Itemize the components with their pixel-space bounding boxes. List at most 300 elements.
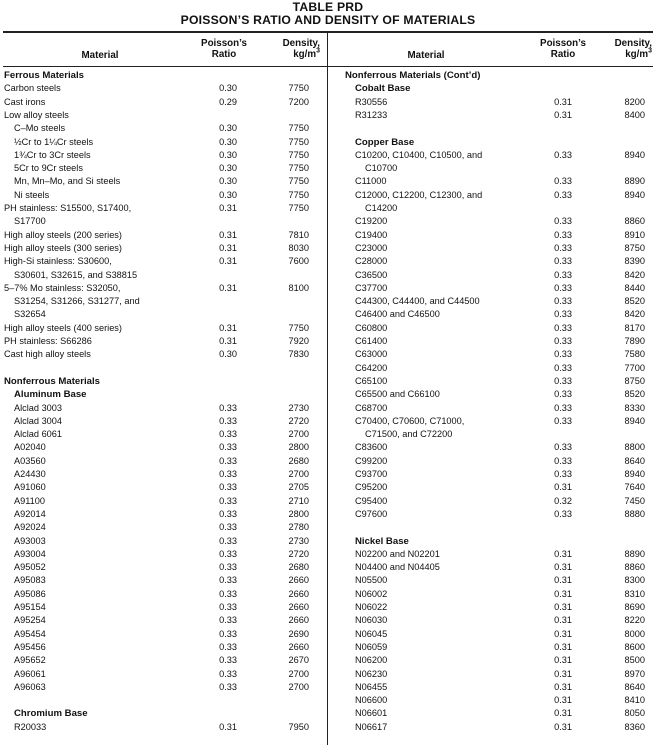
density-cell: 8940 bbox=[624, 469, 645, 479]
table-row bbox=[4, 455, 324, 468]
poisson-ratio-cell: 0.33 bbox=[554, 349, 572, 360]
poisson-ratio-cell: 0.31 bbox=[554, 575, 572, 586]
material-cell: Alclad 6061 bbox=[14, 429, 63, 440]
poisson-ratio-cell: 0.31 bbox=[554, 695, 572, 706]
poisson-ratio-cell: 0.33 bbox=[554, 216, 572, 227]
poisson-ratio-cell: 0.33 bbox=[219, 615, 237, 626]
material-cell: PH stainless: S66286 bbox=[4, 336, 92, 346]
table-row bbox=[345, 269, 653, 282]
poisson-ratio-cell: 0.33 bbox=[554, 242, 572, 253]
poisson-ratio-cell: 0.31 bbox=[554, 548, 572, 559]
density-cell: 7640 bbox=[624, 482, 645, 493]
density-cell: 7750 bbox=[288, 203, 309, 213]
table-row bbox=[345, 149, 653, 162]
table-row bbox=[4, 535, 324, 548]
material-cell: C37700 bbox=[355, 282, 388, 293]
density-cell: 7920 bbox=[288, 336, 309, 346]
material-cell: C14200 bbox=[365, 203, 398, 213]
density-cell: 8520 bbox=[624, 296, 645, 307]
poisson-ratio-cell: 0.31 bbox=[554, 96, 572, 107]
table-row bbox=[345, 362, 653, 375]
section-heading bbox=[4, 375, 324, 388]
material-cell: N06022 bbox=[355, 602, 388, 612]
material-cell: A95454 bbox=[14, 628, 46, 639]
table-row bbox=[4, 668, 324, 681]
density-cell: 7890 bbox=[624, 336, 645, 346]
table-row bbox=[4, 428, 324, 441]
material-cell: N05500 bbox=[355, 575, 388, 586]
spacer-row bbox=[345, 521, 653, 534]
poisson-ratio-cell: 0.33 bbox=[219, 415, 237, 426]
poisson-ratio-cell: 0.33 bbox=[554, 256, 572, 267]
material-cell: Cast irons bbox=[4, 96, 46, 107]
material-cell: C95200 bbox=[355, 482, 388, 493]
table-row bbox=[4, 654, 324, 667]
density-cell: 8500 bbox=[624, 655, 645, 666]
spacer-row bbox=[4, 362, 324, 375]
table-row bbox=[345, 601, 653, 614]
table-row bbox=[4, 641, 324, 654]
material-cell: Nonferrous Materials bbox=[4, 375, 100, 387]
table-row bbox=[4, 189, 324, 202]
table-row bbox=[4, 96, 324, 109]
density-cell: 2710 bbox=[288, 495, 309, 506]
material-cell: ½Cr to 1¼Cr steels bbox=[14, 136, 94, 147]
poisson-ratio-cell: 0.33 bbox=[554, 229, 572, 240]
density-cell: 8220 bbox=[624, 615, 645, 626]
density-cell: 8410 bbox=[624, 695, 645, 706]
material-cell: C64200 bbox=[355, 362, 388, 373]
poisson-ratio-cell: 0.31 bbox=[554, 708, 572, 719]
poisson-ratio-cell: 0.33 bbox=[219, 681, 237, 692]
poisson-ratio-cell: 0.31 bbox=[554, 668, 572, 679]
material-cell: 5Cr to 9Cr steels bbox=[14, 163, 83, 174]
subsection-heading bbox=[345, 136, 653, 149]
material-cell: C71500, and C72200 bbox=[365, 429, 453, 440]
table-row bbox=[345, 415, 653, 428]
poisson-ratio-cell: 0.33 bbox=[554, 176, 572, 187]
material-cell: PH stainless: S15500, S17400, bbox=[4, 203, 132, 213]
material-cell: N06230 bbox=[355, 668, 388, 679]
poisson-ratio-cell: 0.33 bbox=[219, 602, 237, 612]
table-row bbox=[4, 614, 324, 627]
poisson-ratio-cell: 0.33 bbox=[554, 322, 572, 333]
density-cell: 2660 bbox=[288, 588, 309, 599]
density-cell: 8880 bbox=[624, 508, 645, 519]
table-row bbox=[345, 721, 653, 734]
material-cell: C95400 bbox=[355, 495, 388, 506]
subsection-heading bbox=[4, 707, 324, 720]
material-cell: High alloy steels (300 series) bbox=[4, 242, 122, 253]
density-cell: 8400 bbox=[624, 109, 645, 120]
density-cell: 7750 bbox=[288, 189, 309, 200]
top-rule bbox=[3, 31, 653, 33]
header-rule bbox=[3, 66, 653, 67]
material-cell: Alclad 3003 bbox=[14, 402, 63, 413]
material-cell: A93004 bbox=[14, 548, 46, 559]
table-row bbox=[345, 335, 653, 348]
material-cell: C19400 bbox=[355, 229, 388, 240]
table-row bbox=[345, 641, 653, 654]
density-cell: 7750 bbox=[288, 149, 309, 160]
table-row bbox=[345, 402, 653, 415]
density-cell: 8440 bbox=[624, 282, 645, 293]
density-cell: 8940 bbox=[624, 149, 645, 160]
header-poisson-right bbox=[535, 38, 591, 60]
material-cell: A96061 bbox=[14, 668, 46, 679]
material-cell: High alloy steels (200 series) bbox=[4, 229, 122, 240]
density-cell: 8860 bbox=[624, 562, 645, 573]
density-cell: 8050 bbox=[624, 708, 645, 719]
density-cell: 7750 bbox=[288, 136, 309, 147]
table-row bbox=[4, 574, 324, 587]
density-cell: 7750 bbox=[288, 322, 309, 333]
poisson-ratio-cell: 0.31 bbox=[554, 615, 572, 626]
poisson-ratio-cell: 0.31 bbox=[554, 602, 572, 612]
density-cell: 2660 bbox=[288, 602, 309, 612]
poisson-ratio-cell: 0.33 bbox=[219, 455, 237, 466]
density-cell: 7950 bbox=[288, 721, 309, 732]
header-density-left bbox=[268, 38, 320, 60]
subsection-heading bbox=[4, 388, 324, 401]
material-cell: C46400 and C46500 bbox=[355, 309, 440, 320]
density-cell: 7830 bbox=[288, 349, 309, 360]
density-cell: 8000 bbox=[624, 628, 645, 639]
poisson-ratio-cell: 0.31 bbox=[219, 242, 237, 253]
density-cell: 2670 bbox=[288, 655, 309, 666]
density-cell: 8890 bbox=[624, 548, 645, 559]
material-cell: A95652 bbox=[14, 655, 46, 666]
material-cell: N06600 bbox=[355, 695, 388, 706]
density-cell: 7750 bbox=[288, 163, 309, 174]
table-row bbox=[345, 96, 653, 109]
poisson-ratio-cell: 0.33 bbox=[554, 362, 572, 373]
table-row bbox=[4, 122, 324, 135]
table-row bbox=[4, 588, 324, 601]
material-cell: C99200 bbox=[355, 455, 388, 466]
poisson-ratio-cell: 0.33 bbox=[554, 508, 572, 519]
poisson-ratio-cell: 0.33 bbox=[219, 575, 237, 586]
table-row bbox=[345, 455, 653, 468]
poisson-ratio-cell: 0.33 bbox=[554, 282, 572, 293]
density-cell: 7810 bbox=[288, 229, 309, 240]
density-cell: 2660 bbox=[288, 615, 309, 626]
section-heading bbox=[4, 69, 324, 82]
poisson-ratio-cell: 0.31 bbox=[219, 282, 237, 293]
material-cell: C–Mo steels bbox=[14, 123, 66, 134]
material-cell: C44300, C44400, and C44500 bbox=[355, 296, 480, 307]
table-row bbox=[345, 707, 653, 720]
material-cell: A03560 bbox=[14, 455, 46, 466]
spacer-row bbox=[4, 694, 324, 707]
material-cell: S32654 bbox=[14, 309, 46, 320]
poisson-ratio-cell: 0.31 bbox=[554, 681, 572, 692]
material-cell: Alclad 3004 bbox=[14, 415, 63, 426]
material-cell: N06455 bbox=[355, 681, 388, 692]
poisson-ratio-cell: 0.31 bbox=[219, 721, 237, 732]
table-row bbox=[345, 295, 653, 308]
poisson-ratio-cell: 0.33 bbox=[554, 189, 572, 200]
table-row bbox=[345, 561, 653, 574]
material-cell: Low alloy steels bbox=[4, 109, 69, 120]
table-id: TABLE PRD bbox=[292, 0, 364, 14]
poisson-ratio-cell: 0.33 bbox=[554, 442, 572, 453]
poisson-ratio-cell: 0.33 bbox=[219, 535, 237, 546]
table-row bbox=[4, 242, 324, 255]
material-cell: Ni steels bbox=[14, 189, 50, 200]
table-row bbox=[4, 681, 324, 694]
table-row bbox=[4, 348, 324, 361]
poisson-ratio-cell: 0.31 bbox=[219, 336, 237, 346]
table-row bbox=[345, 215, 653, 228]
poisson-ratio-cell: 0.33 bbox=[554, 402, 572, 413]
material-cell: N04400 and N04405 bbox=[355, 562, 440, 573]
density-cell: 2720 bbox=[288, 548, 309, 559]
table-row bbox=[345, 588, 653, 601]
section-heading bbox=[345, 69, 653, 82]
table-row bbox=[345, 428, 653, 441]
density-cell: 2800 bbox=[288, 442, 309, 453]
material-cell: A93003 bbox=[14, 535, 46, 546]
material-cell: C61400 bbox=[355, 336, 388, 346]
poisson-ratio-cell: 0.33 bbox=[554, 455, 572, 466]
table-row bbox=[345, 242, 653, 255]
poisson-ratio-cell: 0.30 bbox=[219, 123, 237, 134]
poisson-ratio-cell: 0.33 bbox=[219, 522, 237, 533]
table-row bbox=[345, 189, 653, 202]
density-cell: 8940 bbox=[624, 189, 645, 200]
density-cell: 7750 bbox=[288, 123, 309, 134]
poisson-ratio-cell: 0.33 bbox=[554, 296, 572, 307]
table-row bbox=[345, 282, 653, 295]
material-cell: 1¾Cr to 3Cr steels bbox=[14, 149, 91, 160]
poisson-ratio-cell: 0.30 bbox=[219, 149, 237, 160]
poisson-ratio-cell: 0.32 bbox=[554, 495, 572, 506]
header-poisson-line1: Poisson’s bbox=[201, 38, 247, 49]
density-cell: 7700 bbox=[624, 362, 645, 373]
material-cell: N06200 bbox=[355, 655, 388, 666]
material-cell: A95456 bbox=[14, 641, 46, 652]
material-cell: C93700 bbox=[355, 469, 388, 479]
table-row bbox=[4, 295, 324, 308]
poisson-ratio-cell: 0.33 bbox=[554, 389, 572, 400]
density-cell: 7450 bbox=[624, 495, 645, 506]
material-cell: S17700 bbox=[14, 216, 46, 227]
material-cell: N06002 bbox=[355, 588, 388, 599]
material-cell: C65100 bbox=[355, 375, 388, 386]
material-cell: C60800 bbox=[355, 322, 388, 333]
header-density-right bbox=[600, 38, 652, 60]
density-cell: 8860 bbox=[624, 216, 645, 227]
table-row bbox=[4, 561, 324, 574]
table-row bbox=[4, 215, 324, 228]
material-cell: A95083 bbox=[14, 575, 46, 586]
poisson-ratio-cell: 0.33 bbox=[219, 641, 237, 652]
density-cell: 8750 bbox=[624, 375, 645, 386]
material-cell: Nickel Base bbox=[355, 535, 409, 547]
density-cell: 8300 bbox=[624, 575, 645, 586]
material-cell: A91060 bbox=[14, 482, 46, 493]
material-cell: A24430 bbox=[14, 469, 46, 479]
poisson-ratio-cell: 0.30 bbox=[219, 176, 237, 187]
density-cell: 8520 bbox=[624, 389, 645, 400]
table-row bbox=[345, 681, 653, 694]
table-row bbox=[4, 202, 324, 215]
table-row bbox=[4, 109, 324, 122]
table-row bbox=[345, 255, 653, 268]
header-poisson-line2: Ratio bbox=[211, 49, 237, 60]
header-density-line2: $kg/m^3$ bbox=[625, 47, 652, 60]
density-cell: 8890 bbox=[624, 176, 645, 187]
table-row bbox=[345, 508, 653, 521]
density-cell: 8100 bbox=[288, 282, 309, 293]
poisson-ratio-cell: 0.30 bbox=[219, 163, 237, 174]
material-cell: N06617 bbox=[355, 721, 388, 732]
poisson-ratio-cell: 0.33 bbox=[219, 429, 237, 440]
material-cell: A91100 bbox=[14, 495, 45, 506]
poisson-ratio-cell: 0.31 bbox=[554, 641, 572, 652]
material-cell: Cast high alloy steels bbox=[4, 349, 91, 360]
center-divider bbox=[327, 31, 328, 745]
table-row bbox=[4, 269, 324, 282]
material-cell: Carbon steels bbox=[4, 83, 61, 94]
density-cell: 8200 bbox=[624, 96, 645, 107]
table-row bbox=[4, 468, 324, 481]
density-cell: 8330 bbox=[624, 402, 645, 413]
material-cell: A95086 bbox=[14, 588, 46, 599]
material-cell: C68700 bbox=[355, 402, 388, 413]
material-cell: R31233 bbox=[355, 109, 388, 120]
poisson-ratio-cell: 0.31 bbox=[554, 482, 572, 493]
header-poisson-line2: Ratio bbox=[550, 49, 576, 60]
material-cell: S31254, S31266, S31277, and bbox=[14, 296, 140, 307]
density-cell: 7600 bbox=[288, 256, 309, 267]
table-row bbox=[4, 548, 324, 561]
poisson-ratio-cell: 0.33 bbox=[554, 269, 572, 280]
density-cell: 8030 bbox=[288, 242, 309, 253]
material-cell: S30601, S32615, and S38815 bbox=[14, 269, 138, 280]
material-cell: N06059 bbox=[355, 641, 388, 652]
poisson-ratio-cell: 0.31 bbox=[219, 256, 237, 267]
table-row bbox=[345, 481, 653, 494]
poisson-ratio-cell: 0.33 bbox=[219, 588, 237, 599]
poisson-ratio-cell: 0.33 bbox=[219, 495, 237, 506]
material-cell: N02200 and N02201 bbox=[355, 548, 440, 559]
table-row bbox=[345, 441, 653, 454]
table-row bbox=[345, 668, 653, 681]
density-cell: 8170 bbox=[624, 322, 645, 333]
material-cell: A95154 bbox=[14, 602, 46, 612]
material-cell: Cobalt Base bbox=[355, 83, 411, 95]
material-cell: High alloy steels (400 series) bbox=[4, 322, 122, 333]
density-cell: 8600 bbox=[624, 641, 645, 652]
material-cell: C97600 bbox=[355, 508, 388, 519]
spacer-row bbox=[345, 122, 653, 135]
table-row bbox=[4, 335, 324, 348]
material-cell: A96063 bbox=[14, 681, 46, 692]
material-cell: Aluminum Base bbox=[14, 389, 87, 401]
table-row bbox=[345, 495, 653, 508]
poisson-ratio-cell: 0.30 bbox=[219, 349, 237, 360]
density-cell: 8750 bbox=[624, 242, 645, 253]
density-cell: 8800 bbox=[624, 442, 645, 453]
density-cell: 2700 bbox=[288, 469, 309, 479]
material-cell: A92014 bbox=[14, 508, 46, 519]
material-cell: A95254 bbox=[14, 615, 46, 626]
material-cell: High-Si stainless: S30600, bbox=[4, 256, 112, 267]
density-cell: 8640 bbox=[624, 455, 645, 466]
density-cell: 2690 bbox=[288, 628, 309, 639]
poisson-ratio-cell: 0.31 bbox=[554, 628, 572, 639]
density-cell: 8420 bbox=[624, 269, 645, 280]
poisson-ratio-cell: 0.33 bbox=[219, 548, 237, 559]
density-cell: 2680 bbox=[288, 562, 309, 573]
table-row bbox=[345, 468, 653, 481]
table-row bbox=[345, 202, 653, 215]
header-material-left: Material bbox=[81, 50, 119, 61]
density-cell: 8970 bbox=[624, 668, 645, 679]
poisson-ratio-cell: 0.31 bbox=[554, 109, 572, 120]
table-row bbox=[345, 388, 653, 401]
table-row bbox=[345, 654, 653, 667]
table-row bbox=[4, 601, 324, 614]
material-cell: C12000, C12200, C12300, and bbox=[355, 189, 483, 200]
material-cell: R30556 bbox=[355, 96, 388, 107]
density-cell: 8940 bbox=[624, 415, 645, 426]
material-cell: C63000 bbox=[355, 349, 388, 360]
subsection-heading bbox=[345, 535, 653, 548]
material-cell: C65500 and C66100 bbox=[355, 389, 440, 400]
table-row bbox=[4, 721, 324, 734]
table-row bbox=[4, 508, 324, 521]
material-cell: C19200 bbox=[355, 216, 388, 227]
poisson-ratio-cell: 0.33 bbox=[219, 469, 237, 479]
poisson-ratio-cell: 0.33 bbox=[219, 482, 237, 493]
density-cell: 7750 bbox=[288, 176, 309, 187]
table-row bbox=[4, 628, 324, 641]
table-row bbox=[4, 136, 324, 149]
density-cell: 8640 bbox=[624, 681, 645, 692]
poisson-ratio-cell: 0.33 bbox=[219, 508, 237, 519]
poisson-ratio-cell: 0.33 bbox=[219, 628, 237, 639]
poisson-ratio-cell: 0.33 bbox=[554, 469, 572, 479]
density-cell: 2730 bbox=[288, 535, 309, 546]
density-cell: 8910 bbox=[624, 229, 645, 240]
material-cell: A02040 bbox=[14, 442, 46, 453]
density-cell: 2705 bbox=[288, 482, 309, 493]
poisson-ratio-cell: 0.33 bbox=[219, 668, 237, 679]
table-row bbox=[345, 574, 653, 587]
table-row bbox=[4, 175, 324, 188]
table-row bbox=[4, 229, 324, 242]
density-cell: 8360 bbox=[624, 721, 645, 732]
density-cell: 8690 bbox=[624, 602, 645, 612]
header-density-line1: Density, bbox=[614, 38, 652, 49]
density-cell: 7580 bbox=[624, 349, 645, 360]
density-cell: 8310 bbox=[624, 588, 645, 599]
table-row bbox=[345, 628, 653, 641]
poisson-ratio-cell: 0.31 bbox=[554, 721, 572, 732]
table-row bbox=[4, 82, 324, 95]
table-row bbox=[345, 175, 653, 188]
poisson-ratio-cell: 0.33 bbox=[219, 402, 237, 413]
material-cell: C28000 bbox=[355, 256, 388, 267]
material-cell: C36500 bbox=[355, 269, 388, 280]
density-cell: 2700 bbox=[288, 681, 309, 692]
table-row bbox=[345, 548, 653, 561]
material-cell: Mn, Mn–Mo, and Si steels bbox=[14, 176, 121, 187]
poisson-ratio-cell: 0.29 bbox=[219, 96, 237, 107]
